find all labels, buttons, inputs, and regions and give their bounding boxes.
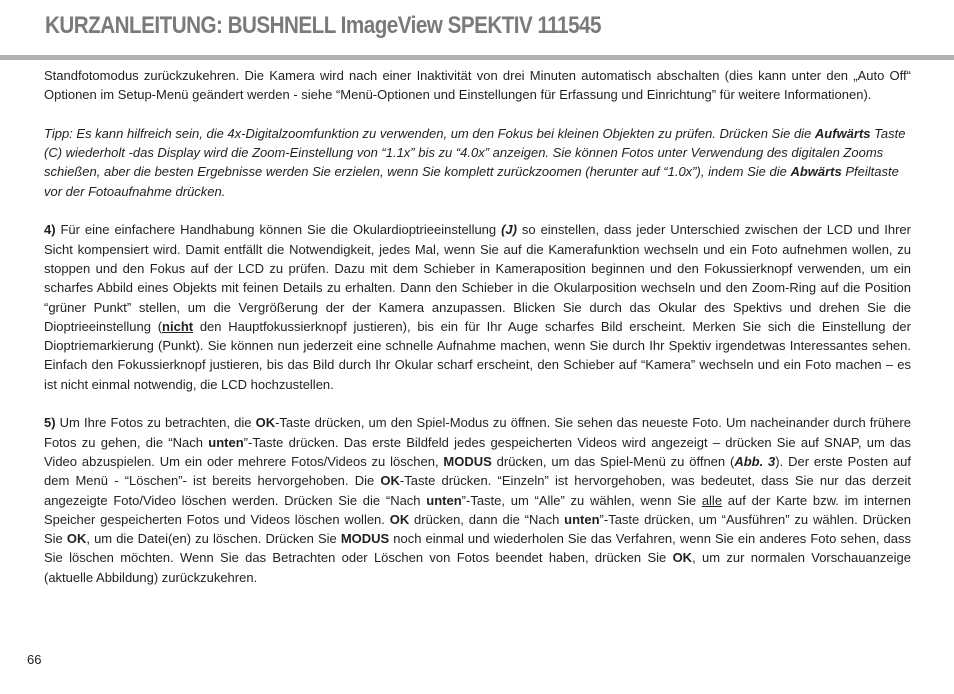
tip-text: Pfeiltaste vor der Fotoaufnahme drücken. bbox=[44, 164, 899, 199]
step-key-ok: OK bbox=[380, 473, 400, 489]
page-title: KURZANLEITUNG: BUSHNELL ImageView SPEKTIV 111545 bbox=[45, 12, 601, 39]
step-text: -Taste drücken, um den Spiel-Modus zu öffnen. Sie sehen das neueste Foto. Um nacheinander durch frühere Fotos zu gehen, die “Nach bbox=[44, 415, 911, 450]
tip-key-aufwaerts: Aufwärts bbox=[814, 125, 871, 141]
step-text: , um zur normalen Vorschauanzeige (aktuelle Abbildung) zurückzukehren. bbox=[44, 550, 911, 585]
step-text: ). Der erste Posten auf dem Menü - “Löschen”- ist bereits hervorgehoben. Die bbox=[44, 453, 912, 489]
step-emphasis-alle: alle bbox=[701, 492, 723, 508]
step-key-ok: OK bbox=[672, 550, 693, 566]
step-key-unten: unten bbox=[426, 492, 462, 508]
page-number: 66 bbox=[27, 652, 42, 667]
step-text: ”-Taste, um “Alle” zu wählen, wenn Sie bbox=[461, 492, 702, 508]
step-key-unten: unten bbox=[208, 434, 244, 450]
step-number: 4) bbox=[44, 222, 56, 238]
step-key-modus: MODUS bbox=[443, 453, 492, 469]
intro-paragraph: Standfotomodus zurückzukehren. Die Kamera wird nach einer Inaktivität von drei Minuten automatisch abschalten (dies kann unter den „Auto Off“ Optionen im Setup-Menü geändert werden - siehe “Menü-Optionen und Einstellungen für Erfassung und Einrichtung” für weitere Informationen). bbox=[44, 68, 911, 103]
step-key-modus: MODUS bbox=[340, 531, 390, 547]
step-emphasis-nicht: nicht bbox=[162, 318, 194, 334]
step-text: Für eine einfachere Handhabung können Sie die Okulardioptrieeinstellung bbox=[55, 222, 502, 238]
step-text: ”-Taste drücken. Das erste Bildfeld jedes gespeicherten Videos wird angezeigt – drücken Sie auf SNAP, um das Video abzuspielen. Um ein oder mehrere Fotos/Videos zu löschen, bbox=[44, 434, 911, 469]
step-text: -Taste drücken. “Einzeln” ist hervorgehoben, was bedeutet, dass Sie nur das derzeit angezeigte Foto/Video löschen werden. Drücken Sie die “Nach bbox=[44, 473, 911, 508]
step-text: Um Ihre Fotos zu betrachten, die bbox=[55, 415, 256, 431]
step-key-unten: unten bbox=[564, 511, 600, 527]
figure-reference: Abb. 3 bbox=[734, 453, 776, 469]
tip-key-abwaerts: Abwärts bbox=[790, 164, 842, 180]
step-text: ”-Taste drücken, um “Ausführen” zu wählen. Drücken Sie bbox=[44, 511, 911, 547]
step-key-ok: OK bbox=[389, 511, 410, 527]
step-text: den Hauptfokussierknopf justieren), bis ein für Ihr Auge scharfes Bild erscheint. Merken Sie sich die Einstellung der Dioptriemarkierung (Punkt). Sie können nun jederzeit eine schnelle Aufnahme machen, wenn Sie durch Ihr Spektiv irgendetwas Interessantes sehen. Einfach den Fokussierknopf justieren, bis das Bild durch Ihr Okular scharf erscheint, den Schieber auf “Kamera” wechseln und ein Foto machen – es ist nicht einmal notwendig, die LCD hochzustellen. bbox=[44, 318, 911, 392]
step-key-ok: OK bbox=[255, 415, 276, 431]
step-key-j: (J) bbox=[501, 222, 517, 238]
step-text: , um die Datei(en) zu löschen. Drücken Sie bbox=[86, 531, 341, 547]
header-divider bbox=[0, 55, 954, 60]
tip-paragraph bbox=[44, 124, 911, 201]
tip-text: Tipp: Es kann hilfreich sein, die 4x-Digitalzoomfunktion zu verwenden, um den Fokus bei kleinen Objekten zu prüfen. Drücken Sie die bbox=[44, 125, 815, 141]
step-number: 5) bbox=[44, 415, 56, 431]
step-text: drücken, dann die “Nach bbox=[409, 511, 565, 527]
document-body bbox=[44, 66, 911, 587]
step-4-paragraph bbox=[44, 220, 911, 394]
step-text: auf der Karte bzw. im internen Speicher gespeicherten Fotos und Videos löschen wollen. bbox=[44, 492, 912, 527]
step-key-ok: OK bbox=[66, 531, 87, 547]
tip-text: Taste (C) wiederholt -das Display wird die Zoom-Einstellung von “1.1x” bis zu “4.0x” anzeigen. Sie können Fotos unter Verwendung des digitalen Zooms schießen, aber die besten Ergebnisse werden Sie erzielen, wenn Sie komplett zurückzoomen (herunter auf “1.0x”), indem Sie die bbox=[44, 125, 906, 180]
step-5-paragraph bbox=[44, 413, 911, 587]
step-text: drücken, um das Spiel-Menü zu öffnen ( bbox=[491, 453, 735, 469]
step-text: noch einmal und wiederholen Sie das Verfahren, wenn Sie ein anderes Foto sehen, dass Sie löschen möchten. Wenn Sie das Betrachten oder Löschen von Fotos beendet haben, drücken Sie bbox=[44, 531, 912, 566]
step-text: so einstellen, dass jeder Unterschied zwischen der LCD und Ihrer Sicht kompensiert wird. Damit entfällt die Notwendigkeit, jedes Mal, wenn Sie auf die Kamerafunktion wechseln und ein Foto aufnehmen wollen, zu stoppen und den Fokus auf der LCD zu prüfen. Dazu mit dem Schieber in Kameraposition beginnen und den Fokussierknopf verwenden, um ein scharfes Abbild eines Objekts mit feinen Details zu erhalten. Dann den Schieber in die Okularposition wechseln und den Zoom-Ring auf die Position “grüner Punkt” stellen, um die Vergrößerung der der Kamera anzupassen. Blicken Sie durch das Okular des Spektivs und drehen Sie die Dioptrieeinstellung ( bbox=[44, 222, 911, 334]
